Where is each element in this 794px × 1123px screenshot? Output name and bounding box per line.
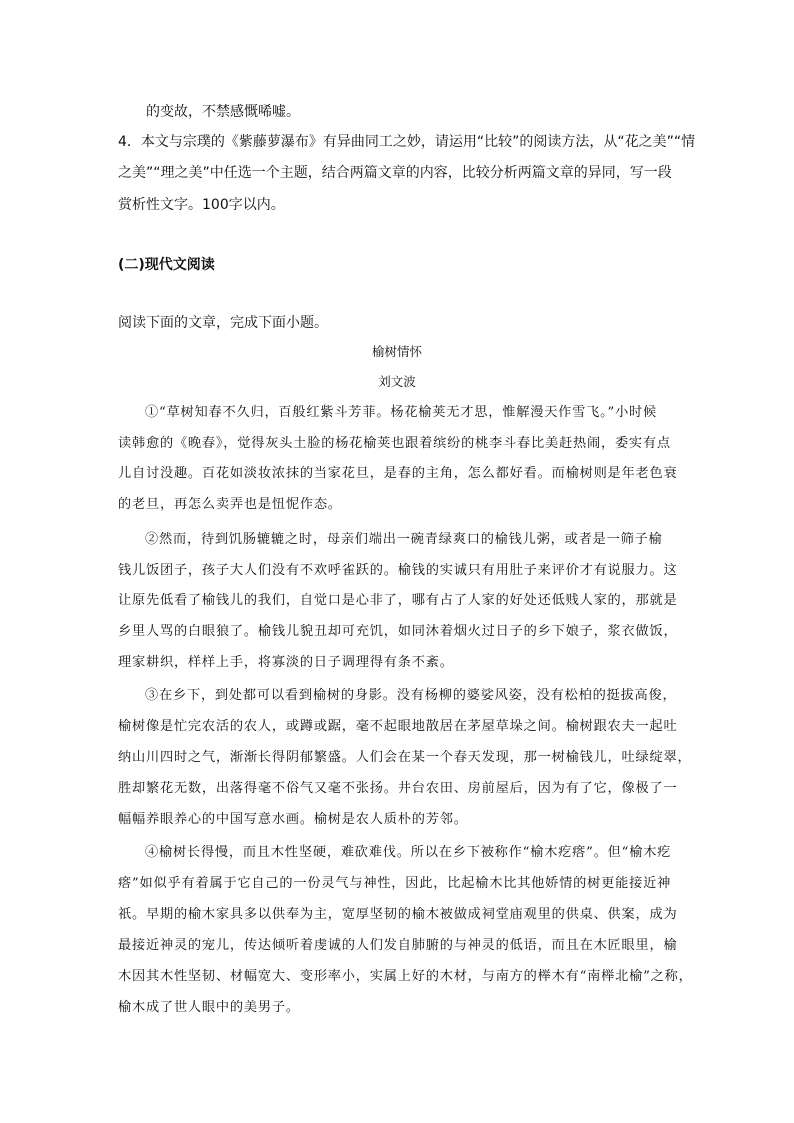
section-heading: (二)现代文阅读 xyxy=(118,257,215,273)
article-line: 让原先低看了榆钱儿的我们，自觉口是心非了，哪有占了人家的好处还低贱人家的，那就是 xyxy=(118,593,678,608)
article-line: 榆木成了世人眼中的美男子。 xyxy=(118,1000,300,1015)
article-title: 榆树情怀 xyxy=(371,344,422,359)
article-line: ④榆树长得慢，而且木性坚硬，难砍难伐。所以在乡下被称作“榆木疙瘩”。但“榆木疙 xyxy=(145,845,672,860)
article-line: 木因其木性坚韧、材幅宽大、变形率小，实属上好的木材，与南方的榉木有“南榉北榆”之称， xyxy=(118,969,693,984)
article-line: 胜却繁花无数，出落得毫不俗气又毫不张扬。井台农田、房前屋后，因为有了它，像极了一 xyxy=(118,781,678,796)
instruction-text: 阅读下面的文章，完成下面小题。 xyxy=(118,315,328,331)
article-line: 读韩愈的《晚春》，觉得灰头土脸的杨花榆荚也跟着缤纷的桃李斗春比美赶热闹，委实有点 xyxy=(118,436,671,451)
text-line-top-1: 的变故，不禁感慨唏嘘。 xyxy=(146,104,300,120)
article-line: 榆树像是忙完农活的农人，或蹲或踞，毫不起眼地散居在茅屋草垛之间。榆树跟农夫一起吐 xyxy=(118,719,678,734)
article-line: 理家耕织，样样上手，将寡淡的日子调理得有条不紊。 xyxy=(118,655,454,670)
article-author: 刘文波 xyxy=(378,374,416,389)
article-line: 儿自讨没趣。百花如淡妆浓抹的当家花旦，是春的主角，怎么都好看。而榆树则是年老色衰 xyxy=(118,466,678,481)
article-line: ③在乡下，到处都可以看到榆树的身影。没有杨柳的婆娑风姿，没有松柏的挺拔高俊， xyxy=(145,688,677,703)
question-4-line-3: 赏析性文字。100字以内。 xyxy=(118,197,285,213)
question-4-line-1: 4．本文与宗璞的《紫藤萝瀑布》有异曲同工之妙，请运用“比较”的阅读方法，从“花之美”“情 xyxy=(118,134,696,150)
question-4-line-2: 之美”“理之美”中任选一个主题，结合两篇文章的内容，比较分析两篇文章的异同，写一段 xyxy=(118,165,672,181)
article-line: 幅幅养眼养心的中国写意水画。榆树是农人质朴的芳邻。 xyxy=(118,812,468,827)
article-line: ①“草树知春不久归，百般红紫斗芳菲。杨花榆荚无才思，惟解漫天作雪飞。”小时候 xyxy=(145,405,658,420)
article-line: 瘩”如似乎有着属于它自己的一份灵气与神性，因此，比起榆木比其他娇情的树更能接近神 xyxy=(118,876,672,891)
article-line: 钱儿饭团子，孩子大人们没有不欢呼雀跃的。榆钱的实诚只有用肚子来评价才有说服力。这 xyxy=(118,563,678,578)
article-line: 乡里人骂的白眼狼了。榆钱儿貌丑却可充饥，如同沐着烟火过日子的乡下娘子，浆衣做饭， xyxy=(118,624,678,639)
article-line: 最接近神灵的宠儿，传达倾听着虔诚的人们发自肺腑的与神灵的低语，而且在木匠眼里，榆 xyxy=(118,938,678,953)
article-line: 祇。早期的榆木家具多以供奉为主，宽厚坚韧的榆木被做成祠堂庙观里的供桌、供案，成为 xyxy=(118,907,678,922)
article-line: ②然而，待到饥肠辘辘之时，母亲们端出一碗青绿爽口的榆钱儿粥，或者是一筛子榆 xyxy=(145,532,663,547)
article-line: 的老旦，再怎么卖弄也是忸怩作态。 xyxy=(118,497,342,512)
article-line: 纳山川四时之气，渐渐长得阴郁繁盛。人们会在某一个春天发现，那一树榆钱儿，吐绿绽翠， xyxy=(118,750,692,765)
